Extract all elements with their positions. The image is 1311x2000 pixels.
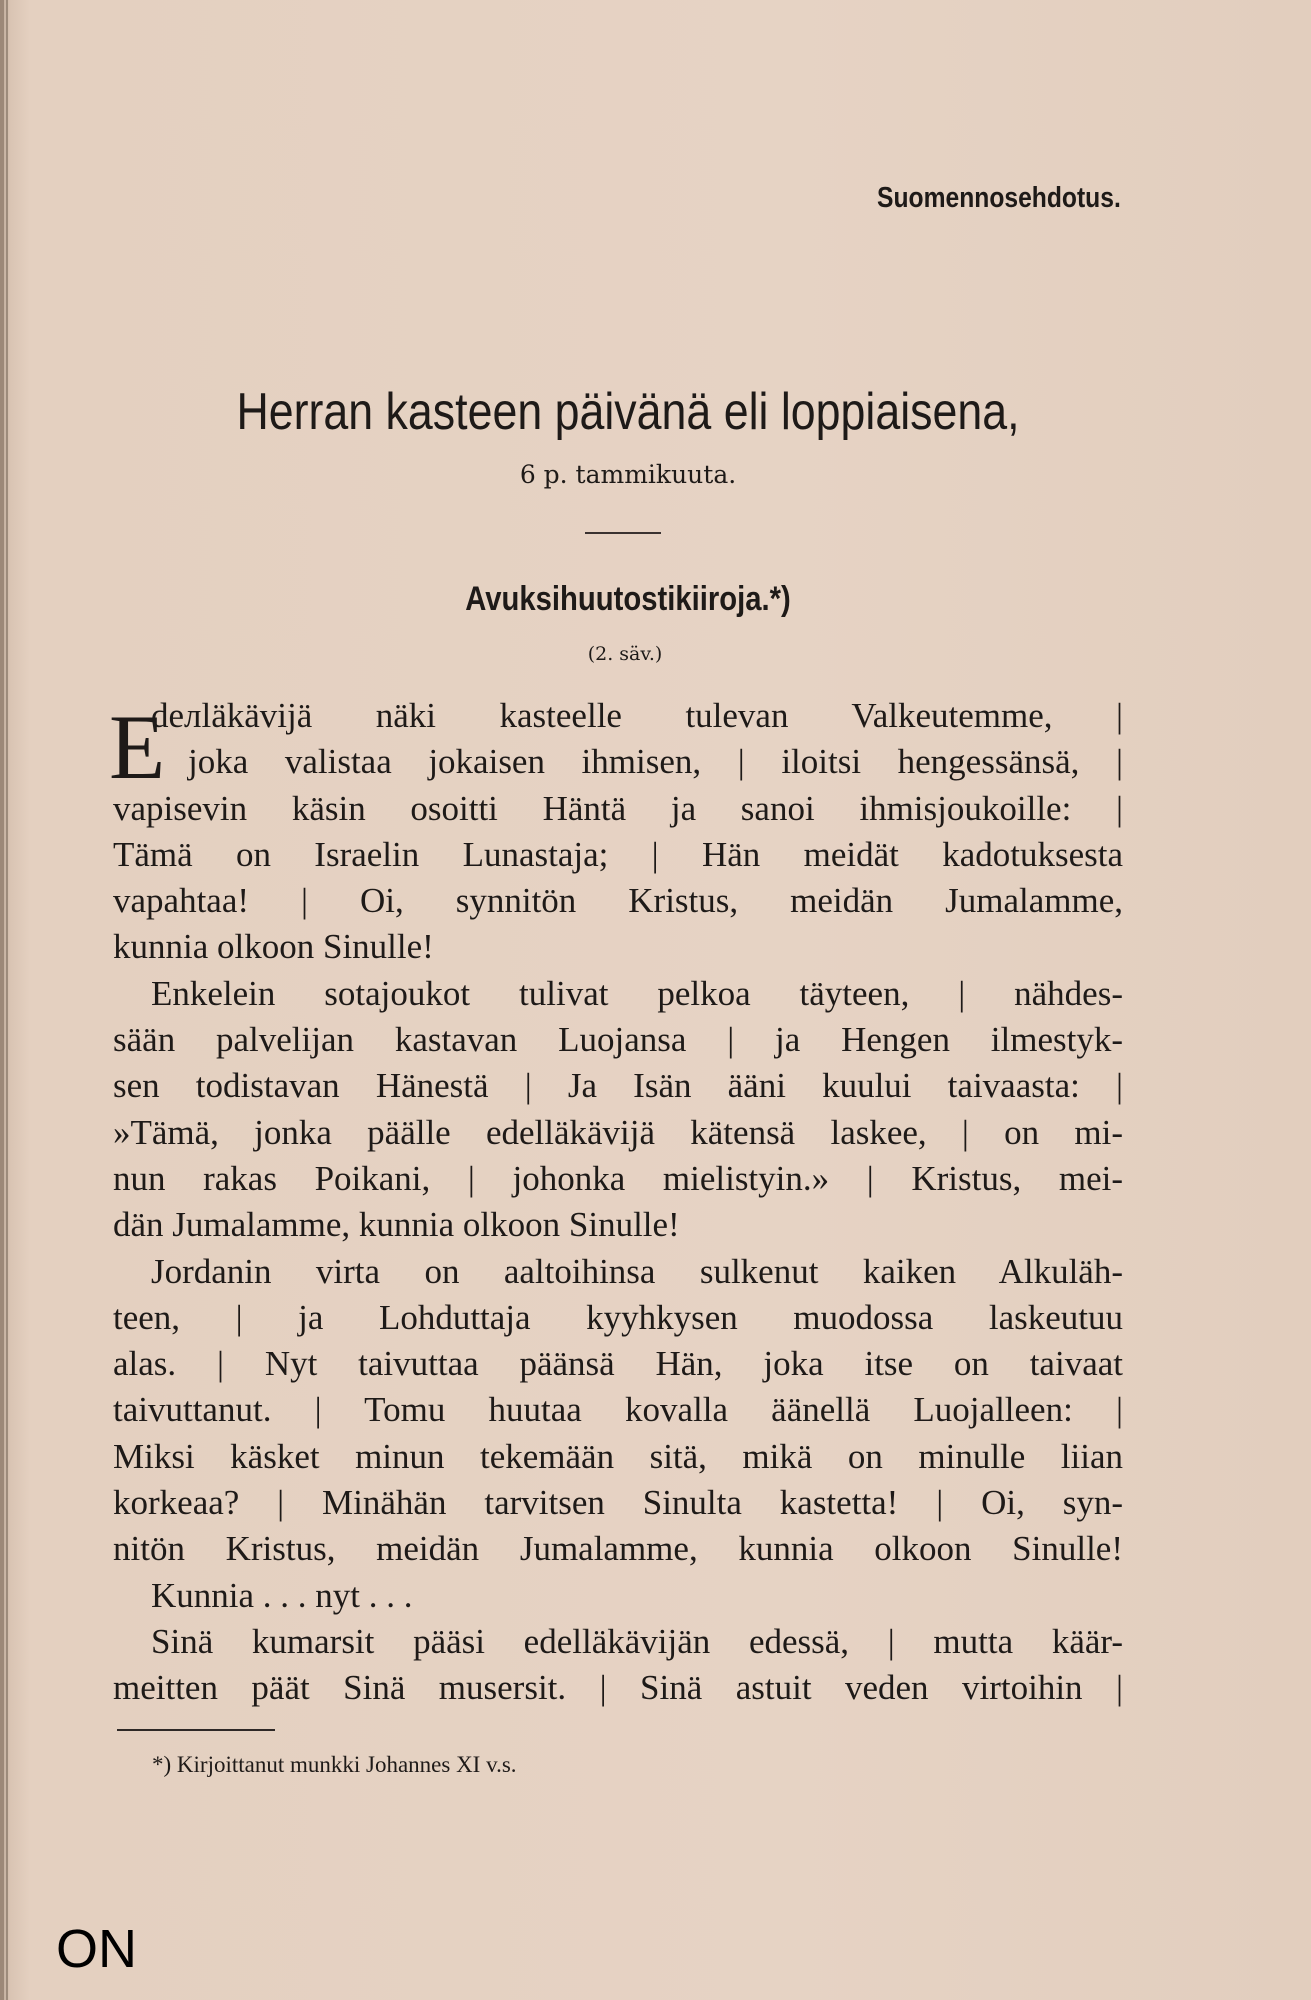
text-line: dän Jumalamme, kunnia olkoon Sinulle! bbox=[113, 1205, 680, 1245]
text-line: kunnia olkoon Sinulle! bbox=[113, 927, 434, 967]
text-line: teen, | ja Lohduttaja kyyhkysen muodossa laskeutuu bbox=[113, 1297, 1123, 1337]
hymn-title: Herran kasteen päivänä eli loppiaisena, bbox=[236, 383, 1020, 441]
text-line: nitön Kristus, meidän Jumalamme, kunnia olkoon Sinulle! bbox=[113, 1529, 1123, 1569]
text-line: Jordanin virta on aaltoihinsa sulkenut kaiken Alkuläh- bbox=[151, 1251, 1123, 1291]
text-line: joka valistaa jokaisen ihmisen, | iloitsi hengessänsä, | bbox=[188, 742, 1123, 782]
text-line: Miksi käsket minun tekemään sitä, mikä on minulle liian bbox=[113, 1436, 1123, 1476]
text-line: »Tämä, jonka päälle edelläkävijä kätensä laskee, | on mi- bbox=[113, 1112, 1123, 1152]
page-binding-edge bbox=[0, 0, 4, 2000]
title-divider bbox=[585, 532, 661, 534]
text-line: vapisevin käsin osoitti Häntä ja sanoi ihmisjoukoille: | bbox=[113, 788, 1123, 828]
section-heading: Avuksihuutostikiiroja.*) bbox=[465, 580, 791, 618]
page-header: Suomennosehdotus. bbox=[877, 182, 1121, 214]
text-line: korkeaa? | Minähän tarvitsen Sinulta kastetta! | Oi, syn- bbox=[113, 1483, 1123, 1523]
text-line: vapahtaa! | Oi, synnitön Kristus, meidän Jumalamme, bbox=[113, 881, 1123, 921]
body-text bbox=[109, 693, 1123, 1712]
text-line: Kunnia . . . nyt . . . bbox=[151, 1575, 413, 1615]
text-line: taivuttanut. | Tomu huutaa kovalla äänellä Luojalleen: | bbox=[113, 1390, 1123, 1430]
drop-cap: E bbox=[109, 696, 166, 798]
text-line: sään palvelijan kastavan Luojansa | ja Hengen ilmestyk- bbox=[113, 1020, 1123, 1060]
text-line: Sinä kumarsit pääsi edelläkävijän edessä, | mutta käär- bbox=[151, 1621, 1123, 1661]
page-edge-line bbox=[6, 0, 8, 2000]
corner-mark: ON bbox=[56, 1919, 137, 1979]
text-line: Enkelein sotajoukot tulivat pelkoa täyteen, | nähdes- bbox=[151, 973, 1123, 1013]
footnote-divider bbox=[117, 1729, 275, 1731]
text-line: alas. | Nyt taivuttaa päänsä Hän, joka itse on taivaat bbox=[113, 1344, 1123, 1384]
text-line: sen todistavan Hänestä | Ja Isän ääni kuului taivaasta: | bbox=[113, 1066, 1123, 1106]
text-line: Tämä on Israelin Lunastaja; | Hän meidät kadotuksesta bbox=[113, 834, 1123, 874]
text-line: dелläkävijä näki kasteelle tulevan Valkeutemme, | bbox=[151, 696, 1123, 735]
text-line: nun rakas Poikani, | johonka mielistyin.» | Kristus, mei- bbox=[113, 1158, 1123, 1198]
text-line: meitten päät Sinä musersit. | Sinä astuit veden virtoihin | bbox=[113, 1668, 1123, 1708]
feast-date: 6 p. tammikuuta. bbox=[519, 460, 737, 489]
footnote: *) Kirjoittanut munkki Johannes XI v.s. bbox=[152, 1752, 517, 1777]
tone-label: (2. säv.) bbox=[587, 643, 663, 665]
